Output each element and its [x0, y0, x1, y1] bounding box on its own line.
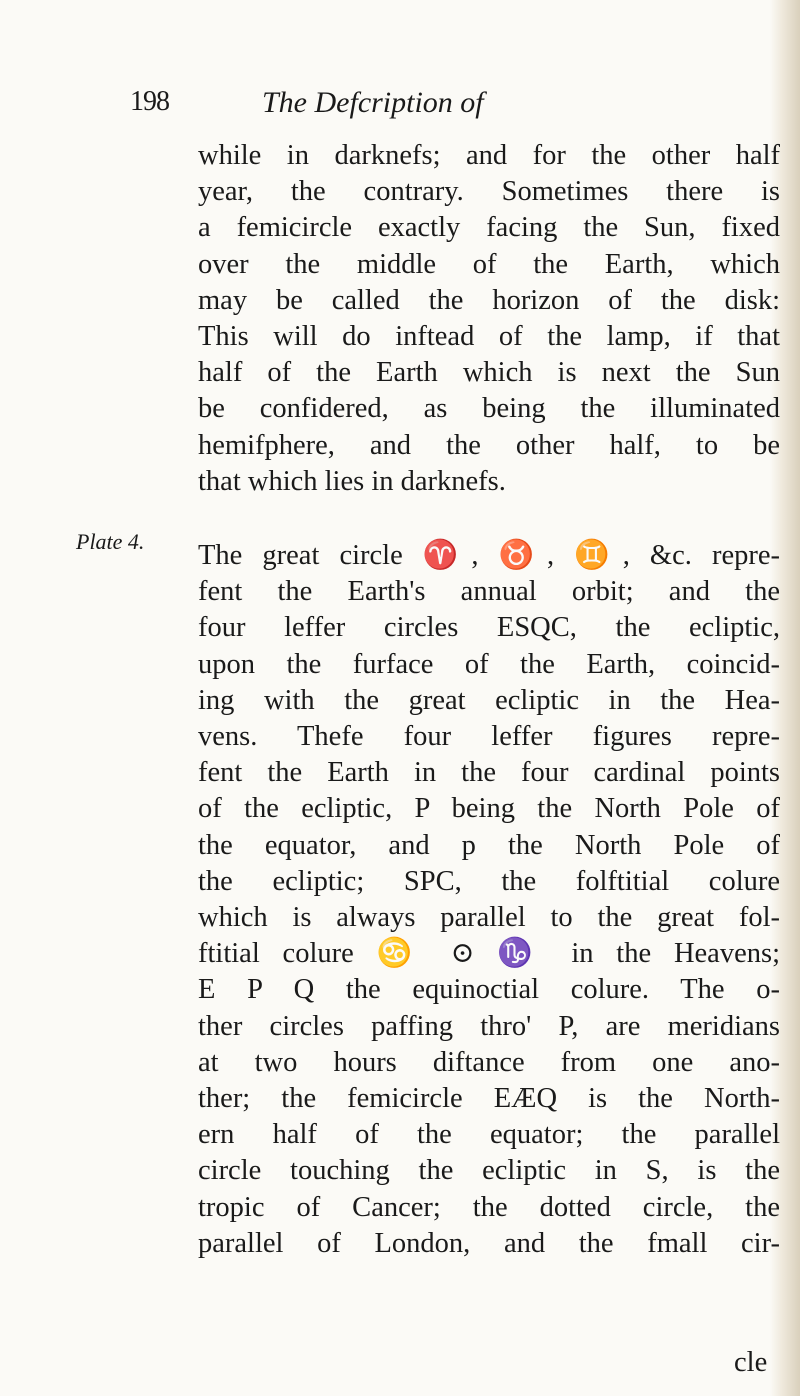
- text-line: hemifphere, and the other half, to be: [198, 429, 780, 461]
- text-line: tropic of Cancer; the dotted circle, the: [198, 1191, 780, 1223]
- text-line: while in darknefs; and for the other half: [198, 140, 780, 171]
- text-line: year, the contrary. Sometimes there is: [198, 176, 780, 208]
- margin-note-plate: Plate 4.: [76, 529, 145, 554]
- text-line: ther circles paffing thro' P, are meridians: [198, 1010, 780, 1042]
- text-line: fent the Earth's annual orbit; and the: [198, 576, 780, 608]
- text-line: vens. Thefe four leffer figures repre-: [198, 721, 780, 753]
- text-line: ing with the great ecliptic in the Hea-: [198, 684, 780, 716]
- running-title: The Defcription of: [262, 86, 484, 119]
- catchword: cle: [734, 1347, 768, 1378]
- text-line: half of the Earth which is next the Sun: [198, 357, 780, 389]
- text-line: of the ecliptic, P being the North Pole of: [198, 793, 780, 825]
- text-line: The great circle ♈, ♉, ♊, &c. repre-: [198, 540, 780, 572]
- text-line: may be called the horizon of the disk:: [198, 284, 780, 316]
- paragraph-2: [198, 538, 780, 1262]
- paragraph-1: [198, 138, 780, 500]
- text-line: E P Q the equinoctial colure. The o-: [198, 974, 780, 1006]
- text-line: circle touching the ecliptic in S, is the: [198, 1155, 780, 1187]
- text-line: fent the Earth in the four cardinal points: [198, 757, 780, 789]
- text-line: which is always parallel to the great fol-: [198, 902, 780, 934]
- text-line: over the middle of the Earth, which: [198, 248, 780, 280]
- page-header: [0, 86, 800, 130]
- body-text: [198, 138, 780, 1262]
- text-line: ern half of the equator; the parallel: [198, 1119, 780, 1151]
- text-line: This will do inftead of the lamp, if that: [198, 321, 780, 353]
- text-line: the equator, and p the North Pole of: [198, 829, 780, 861]
- text-line: that which lies in darknefs.: [198, 465, 506, 497]
- text-line: ther; the femicircle EÆQ is the North-: [198, 1083, 780, 1115]
- text-line: ftitial colure ♋ ⊙ ♑ in the Heavens;: [198, 938, 780, 970]
- text-line: parallel of London, and the fmall cir-: [198, 1227, 780, 1259]
- text-line: four leffer circles ESQC, the ecliptic,: [198, 612, 780, 644]
- text-line: upon the furface of the Earth, coincid-: [198, 648, 780, 680]
- text-line: at two hours diftance from one ano-: [198, 1046, 780, 1078]
- text-line: be confidered, as being the illuminated: [198, 393, 780, 425]
- text-line: the ecliptic; SPC, the folftitial colure: [198, 865, 780, 897]
- text-line: a femicircle exactly facing the Sun, fixed: [198, 212, 780, 244]
- page-number: 198: [130, 86, 169, 117]
